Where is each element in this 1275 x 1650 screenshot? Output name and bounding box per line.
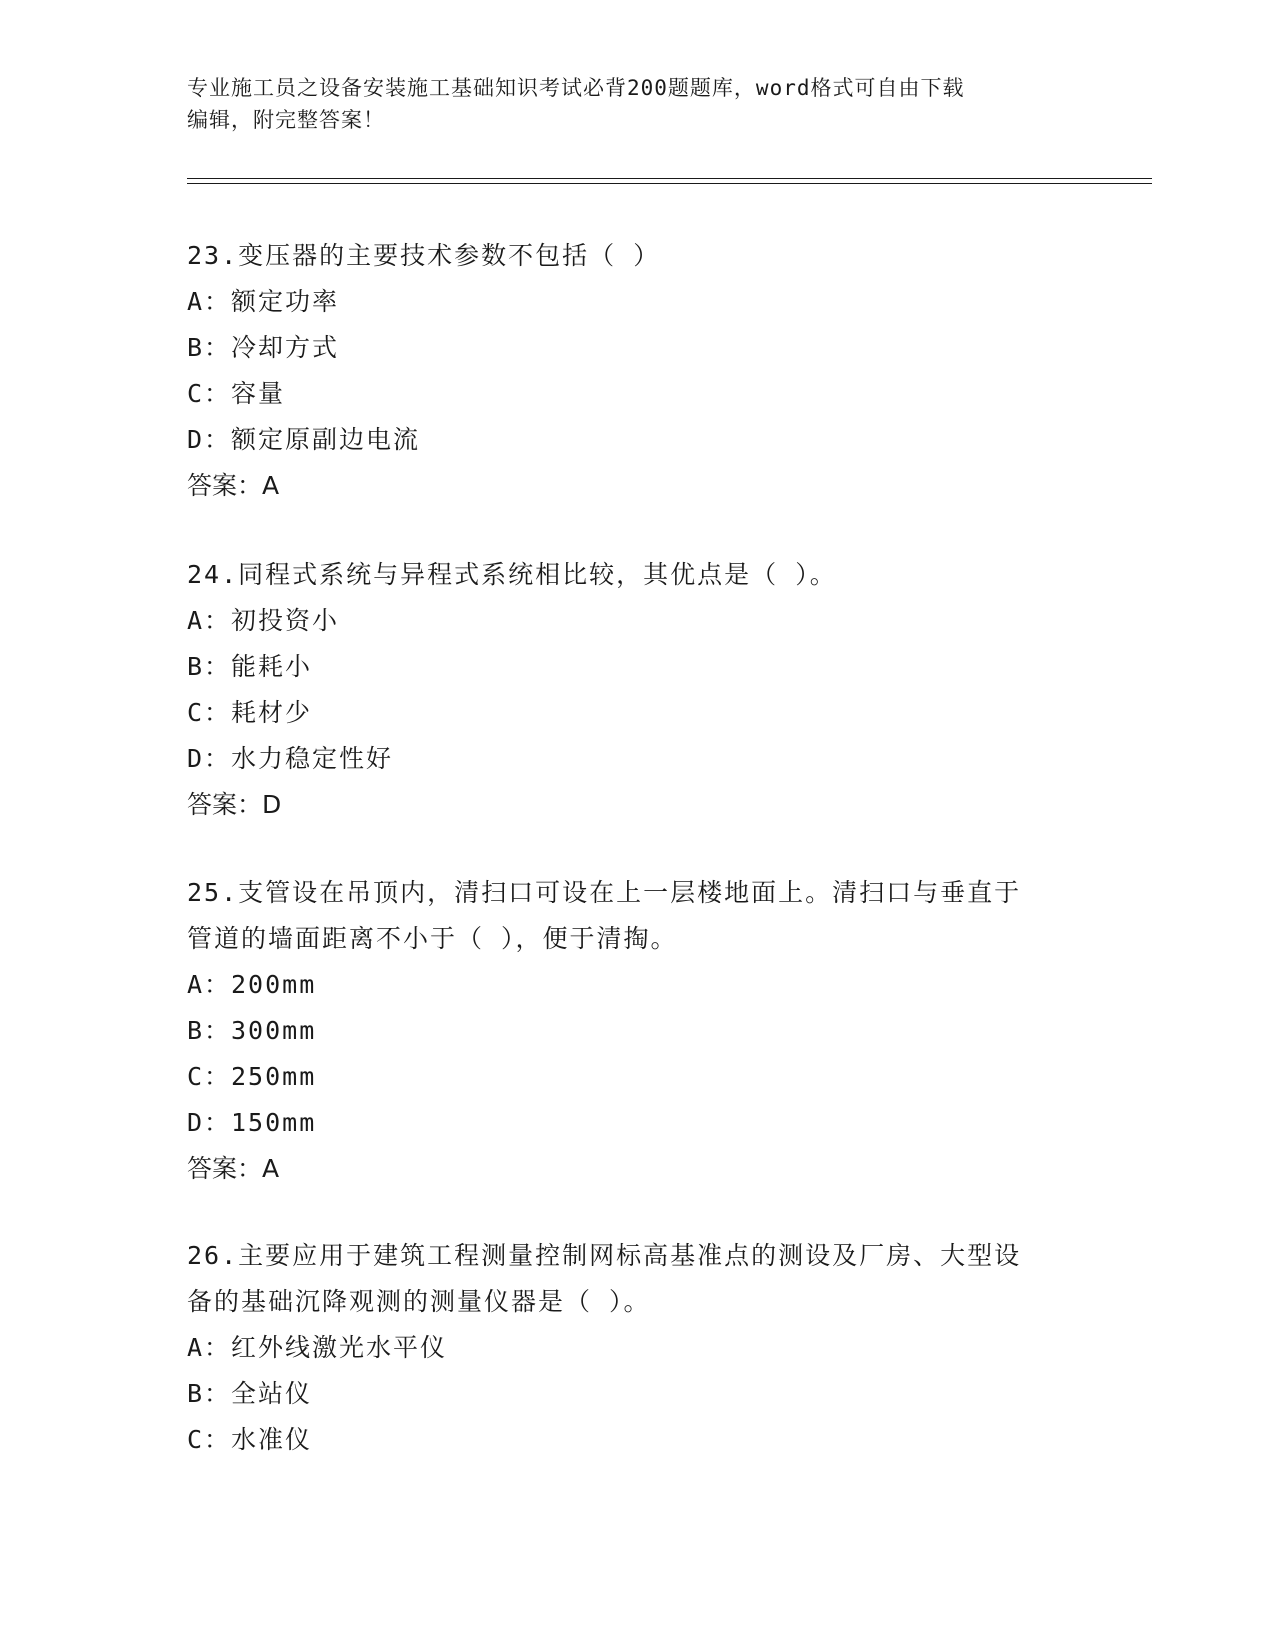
option-c	[187, 371, 1077, 417]
option-text: 耗材少	[231, 698, 313, 727]
question-stem: 24.同程式系统与异程式系统相比较，其优点是（ ）。	[187, 560, 837, 589]
option-a	[187, 1325, 1077, 1371]
question-25	[187, 870, 1077, 1192]
option-key: A：	[187, 1333, 232, 1362]
option-d	[187, 736, 1077, 782]
option-key: A：	[187, 970, 232, 999]
header-title-line-1: 专业施工员之设备安装施工基础知识考试必背200题题库，word格式可自由下载	[187, 76, 965, 100]
option-text: 额定功率	[231, 287, 340, 316]
option-key: D：	[187, 744, 232, 773]
option-key: D：	[187, 425, 232, 454]
question-24	[187, 552, 1077, 828]
option-b	[187, 1371, 1077, 1417]
answer-line: 答案：A	[187, 471, 280, 500]
question-stem-line-1: 25.支管设在吊顶内，清扫口可设在上一层楼地面上。清扫口与垂直于	[187, 878, 1022, 907]
option-c	[187, 1417, 1077, 1463]
header-divider-bottom	[187, 183, 1152, 184]
question-stem: 23.变压器的主要技术参数不包括（ ）	[187, 241, 661, 270]
option-key: C：	[187, 698, 232, 727]
answer-line: 答案：D	[187, 790, 282, 819]
header-divider-top	[187, 178, 1152, 179]
option-key: A：	[187, 606, 232, 635]
option-text: 300mm	[231, 1016, 317, 1045]
option-key: C：	[187, 379, 232, 408]
option-text: 全站仪	[231, 1379, 313, 1408]
option-b	[187, 644, 1077, 690]
answer-line: 答案：A	[187, 1154, 280, 1183]
option-text: 能耗小	[231, 652, 313, 681]
option-b	[187, 325, 1077, 371]
option-text: 初投资小	[231, 606, 340, 635]
option-key: B：	[187, 652, 232, 681]
option-c	[187, 1054, 1077, 1100]
option-key: D：	[187, 1108, 232, 1137]
option-key: C：	[187, 1425, 232, 1454]
question-26	[187, 1233, 1077, 1463]
option-text: 水准仪	[231, 1425, 313, 1454]
option-text: 150mm	[231, 1108, 317, 1137]
option-key: B：	[187, 1016, 232, 1045]
option-text: 冷却方式	[231, 333, 340, 362]
option-a	[187, 598, 1077, 644]
option-b	[187, 1008, 1077, 1054]
question-23	[187, 233, 1077, 509]
option-text: 红外线激光水平仪	[231, 1333, 448, 1362]
option-key: A：	[187, 287, 232, 316]
header-title-line-2: 编辑，附完整答案！	[187, 108, 385, 132]
option-a	[187, 962, 1077, 1008]
option-text: 250mm	[231, 1062, 317, 1091]
option-d	[187, 417, 1077, 463]
option-key: B：	[187, 1379, 232, 1408]
option-d	[187, 1100, 1077, 1146]
option-c	[187, 690, 1077, 736]
option-key: B：	[187, 333, 232, 362]
option-text: 200mm	[231, 970, 317, 999]
document-header	[187, 72, 1067, 136]
option-a	[187, 279, 1077, 325]
question-stem-line-2: 管道的墙面距离不小于（ ），便于清掏。	[187, 924, 678, 953]
option-text: 额定原副边电流	[231, 425, 421, 454]
option-text: 水力稳定性好	[231, 744, 394, 773]
option-text: 容量	[231, 379, 286, 408]
question-stem-line-2: 备的基础沉降观测的测量仪器是（ ）。	[187, 1287, 651, 1316]
option-key: C：	[187, 1062, 232, 1091]
question-stem-line-1: 26.主要应用于建筑工程测量控制网标高基准点的测设及厂房、大型设	[187, 1241, 1022, 1270]
